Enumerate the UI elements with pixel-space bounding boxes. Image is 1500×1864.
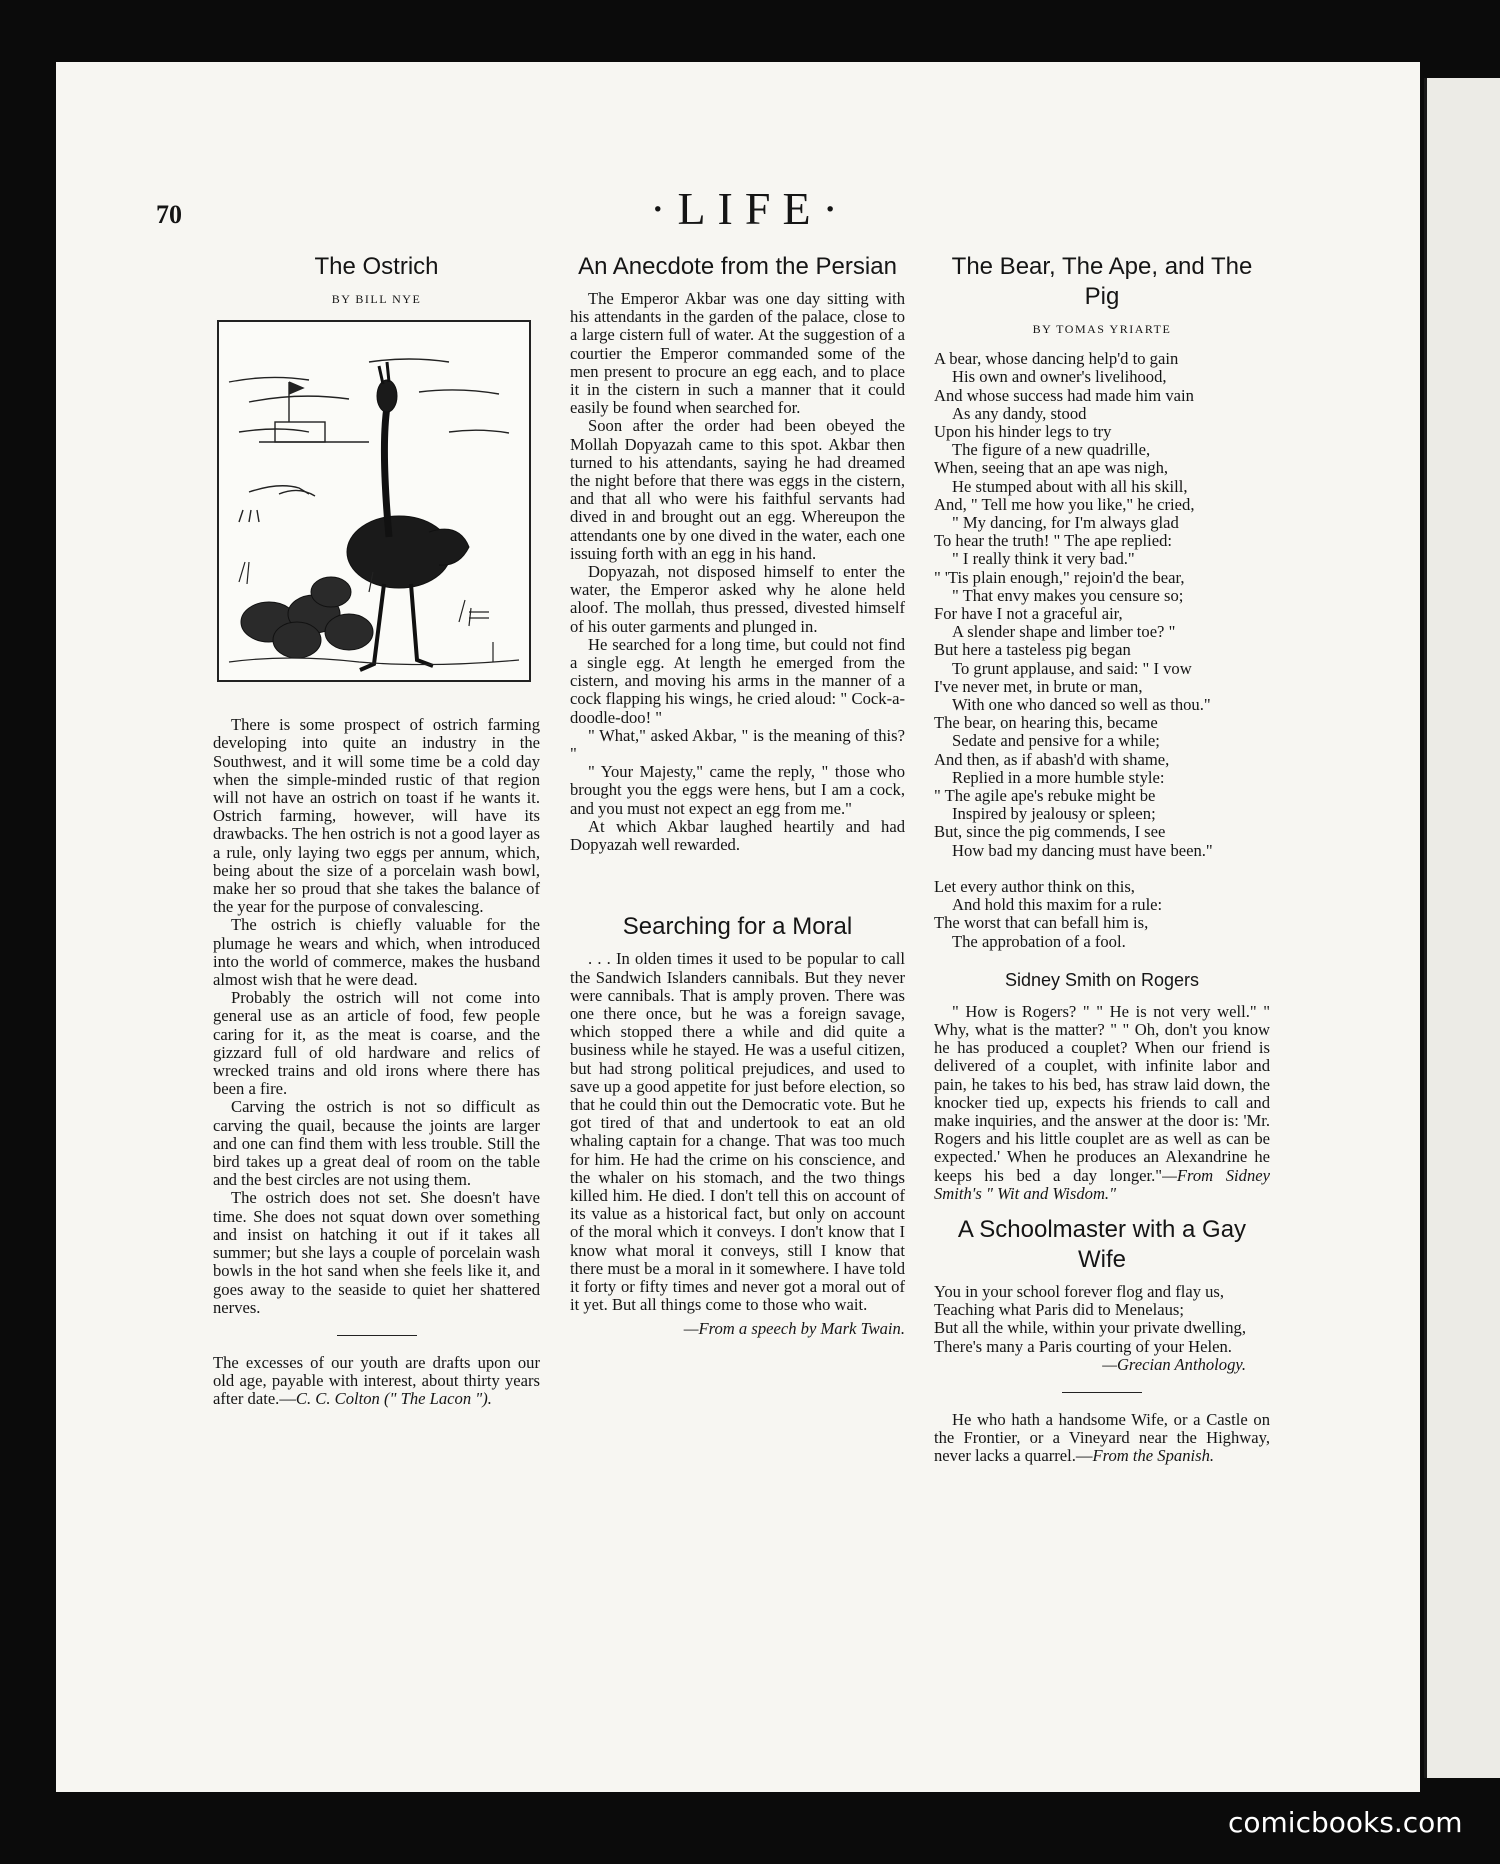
poem-line: A slender shape and limber toe? " xyxy=(952,622,1176,642)
poem-line: You in your school forever flog and flay us, xyxy=(934,1281,1225,1301)
poem-line: Sedate and pensive for a while; xyxy=(952,731,1160,751)
schoolmaster-poem xyxy=(934,1283,1270,1374)
ostrich-paragraph: The ostrich is chiefly valuable for the plumage he wears and which, when introduced into the world of commerce, makes the husband almost wish that he were dead. xyxy=(213,915,540,990)
excesses-quote xyxy=(213,1354,540,1409)
spanish-quote xyxy=(934,1411,1270,1466)
anecdote-paragraph: Dopyazah, not disposed himself to enter the water, the Emperor asked why he alone held aloof. The mollah, thus pressed, divested himself of his outer garments and plunged in. xyxy=(570,562,905,636)
ostrich-paragraph: Probably the ostrich will not come into general use as an article of food, few people caring for it, as the meat is coarse, and the gizzard full of old hardware and relics of wrecked trains and old irons where there has been a fire. xyxy=(213,988,540,1099)
poem-line: And whose success had made him vain xyxy=(934,385,1194,405)
poem-moral-stanza xyxy=(934,878,1270,951)
anecdote-paragraph: At which Akbar laughed heartily and had Dopyazah well rewarded. xyxy=(570,816,905,855)
poem-line: " 'Tis plain enough," rejoin'd the bear, xyxy=(934,567,1185,587)
ostrich-byline: BY BILL NYE xyxy=(331,292,422,306)
anecdote-title: An Anecdote from the Persian xyxy=(578,253,897,280)
poem-line: There's many a Paris courting of your Helen. xyxy=(934,1336,1232,1356)
poem-line: Let every author think on this, xyxy=(934,876,1135,896)
bear-poem xyxy=(934,350,1270,951)
poem-line: With one who danced so well as thou." xyxy=(952,695,1211,715)
poem-line: To grunt applause, and said: " I vow xyxy=(952,658,1192,678)
poem-line: When, seeing that an ape was nigh, xyxy=(934,458,1169,478)
ostrich-illustration xyxy=(217,320,531,682)
section-divider xyxy=(1062,1392,1142,1393)
poem-line: Teaching what Paris did to Menelaus; xyxy=(934,1300,1184,1320)
poem-line: I've never met, in brute or man, xyxy=(934,676,1143,696)
anecdote-paragraph: " Your Majesty," came the reply, " those who brought you the eggs were hens, but I am a cock, and you must not expect an egg from me." xyxy=(570,762,905,818)
masthead: ·LIFE· xyxy=(650,183,850,234)
adjacent-page-edge xyxy=(1424,78,1500,1778)
column-right xyxy=(934,252,1270,1466)
poem-line: He stumped about with all his skill, xyxy=(952,476,1188,496)
column-middle xyxy=(570,252,905,1339)
bear-title: The Bear, The Ape, and The Pig xyxy=(951,253,1253,310)
sidney-text: " How is Rogers? " " He is not very well." " Why, what is the matter? " " Oh, don't you know he has produced a couplet? When our friend is delivered of a couplet, with infinite labor and pain, he takes to his bed, has straw laid down, the knocker tied up, expects his friends to call and make inquiries, and the answer at the door is: 'Mr. Rogers and his little couplet are as well as can be expected.' When he produces an Alexandrine he keeps his bed a day longer." xyxy=(934,1001,1270,1185)
poem-line: The figure of a new quadrille, xyxy=(952,440,1151,460)
anecdote-paragraph: He searched for a long time, but could not find a single egg. At length he emerged from the cistern, and moving his arms in the manner of a cock flapping his wings, he cried aloud: " Cock-a-doodle-doo! " xyxy=(570,634,905,727)
spanish-text: He who hath a handsome Wife, or a Castle on the Frontier, or a Vineyard near the Highway, never lacks a quarrel.— xyxy=(934,1409,1270,1466)
moral-credit: —From a speech by Mark Twain. xyxy=(683,1319,905,1339)
poem-line: But all the while, within your private dwelling, xyxy=(934,1318,1246,1338)
bear-byline: BY TOMAS YRIARTE xyxy=(1032,322,1172,336)
poem-line: " I really think it very bad." xyxy=(952,549,1135,569)
ostrich-paragraph: The ostrich does not set. She doesn't have time. She does not squat down over something and insist on hatching it out if it takes all summer; but she lays a couple of porcelain wash bowls in the hot sand when she feels like it, and goes away to the seaside to quiet her shattered nerves. xyxy=(213,1188,540,1317)
poem-line: " The agile ape's rebuke might be xyxy=(934,786,1156,806)
moral-title: Searching for a Moral xyxy=(622,913,853,941)
spanish-credit: From the Spanish. xyxy=(1092,1446,1215,1466)
poem-line: The approbation of a fool. xyxy=(952,931,1126,951)
poem-line: " That envy makes you censure so; xyxy=(952,585,1184,605)
poem-line: Replied in a more humble style: xyxy=(952,767,1165,787)
poem-line: And then, as if abash'd with shame, xyxy=(934,749,1170,769)
poem-line: And hold this maxim for a rule: xyxy=(952,895,1163,915)
section-divider xyxy=(337,1335,417,1336)
ostrich-title: The Ostrich xyxy=(314,253,439,280)
poem-line: A bear, whose dancing help'd to gain xyxy=(934,349,1179,369)
anecdote-paragraph: The Emperor Akbar was one day sitting with his attendants in the garden of the palace, close to a large cistern full of water. At the suggestion of a courtier the Emperor commanded some of the men present to procure an egg each, and to place it in the cistern in such a manner that it could easily be found when searched for. xyxy=(570,289,905,418)
schoolmaster-title: A Schoolmaster with a Gay Wife xyxy=(957,1215,1247,1273)
excesses-credit: C. C. Colton (" The Lacon "). xyxy=(295,1389,492,1409)
excesses-text: The excesses of our youth are drafts upon our old age, payable with interest, about thirty years after date.— xyxy=(213,1352,540,1409)
schoolmaster-credit: —Grecian Anthology. xyxy=(1102,1354,1246,1374)
poem-line: The worst that can befall him is, xyxy=(934,913,1149,933)
poem-line: And, " Tell me how you like," he cried, xyxy=(934,494,1195,514)
page-number: 70 xyxy=(156,200,182,229)
poem-line: The bear, on hearing this, became xyxy=(934,713,1158,733)
poem-line: As any dandy, stood xyxy=(952,403,1087,423)
poem-line: But here a tasteless pig began xyxy=(934,640,1131,660)
ostrich-paragraph: Carving the ostrich is not so difficult as carving the quail, because the joints are larger and one can find them with less trouble. Still the bird takes up a great deal of room on the table and the best circles are not using them. xyxy=(213,1097,540,1190)
anecdote-paragraph: " What," asked Akbar, " is the meaning of this? " xyxy=(570,725,905,764)
poem-line: " My dancing, for I'm always glad xyxy=(952,513,1179,533)
spacer xyxy=(570,854,905,912)
anecdote-paragraph: Soon after the order had been obeyed the Mollah Dopyazah came to this spot. Akbar then turned to his attendants, saying he had dreamed the night before that there was eggs in the cistern, and that all who were his faithful servants had dived in and brought out an egg. Whereupon the attendants one by one dived in the water, each one issuing forth with an egg in his hand. xyxy=(570,416,905,563)
poem-line: But, since the pig commends, I see xyxy=(934,822,1166,842)
moral-paragraph: . . . In olden times it used to be popular to call the Sandwich Islanders cannibals. But they never were cannibals. That is amply proven. There was one there once, but he was a foreign savage, which stopped there a while and did quite a business while he stayed. He was a useful citizen, but had strong political prejudices, and used to save up a good appetite for just before election, so that he could thin out the Democratic vote. But he got tired of that and undertook to eat an old whaling captain for a change. That was too much for him. He had the crime on his conscience, and the whaler on his stomach, and the two things killed him. He died. I don't tell this on account of its value as a historical fact, but only on account of the moral which it conveys. I don't know that I know what moral it conveys, still I know that there must be a moral in it somewhere. I have told it forty or fifty times and never got a moral out of it yet. But all things come to those who wait. xyxy=(570,949,905,1315)
poem-line: How bad my dancing must have been." xyxy=(952,840,1213,860)
sidney-credit: —From Sidney Smith's " Wit and Wisdom." xyxy=(934,1165,1270,1203)
poem-line: To hear the truth! " The ape replied: xyxy=(934,531,1172,551)
poem-line: For have I not a graceful air, xyxy=(934,604,1123,624)
poem-line: Upon his hinder legs to try xyxy=(934,422,1112,442)
sidney-paragraph xyxy=(934,1003,1270,1203)
ostrich-illustration-icon xyxy=(219,322,529,680)
sidney-title: Sidney Smith on Rogers xyxy=(1004,969,1200,990)
ostrich-paragraph: There is some prospect of ostrich farming developing into quite an industry in the Southwest, and it will some time be a cold day when the simple-minded rustic of that region will not have an ostrich on toast if he wants it. Ostrich farming, however, will have its drawbacks. The hen ostrich is not a good layer as a rule, only laying two eggs per annum, which, being about the size of a porcelain wash bowl, make her so proud that she takes the balance of the year for the purpose of convalescing. xyxy=(213,715,540,917)
poem-line: Inspired by jealousy or spleen; xyxy=(952,804,1156,824)
column-left xyxy=(213,252,540,1409)
watermark: comicbooks.com xyxy=(1228,1806,1463,1839)
poem-line: His own and owner's livelihood, xyxy=(952,367,1167,387)
